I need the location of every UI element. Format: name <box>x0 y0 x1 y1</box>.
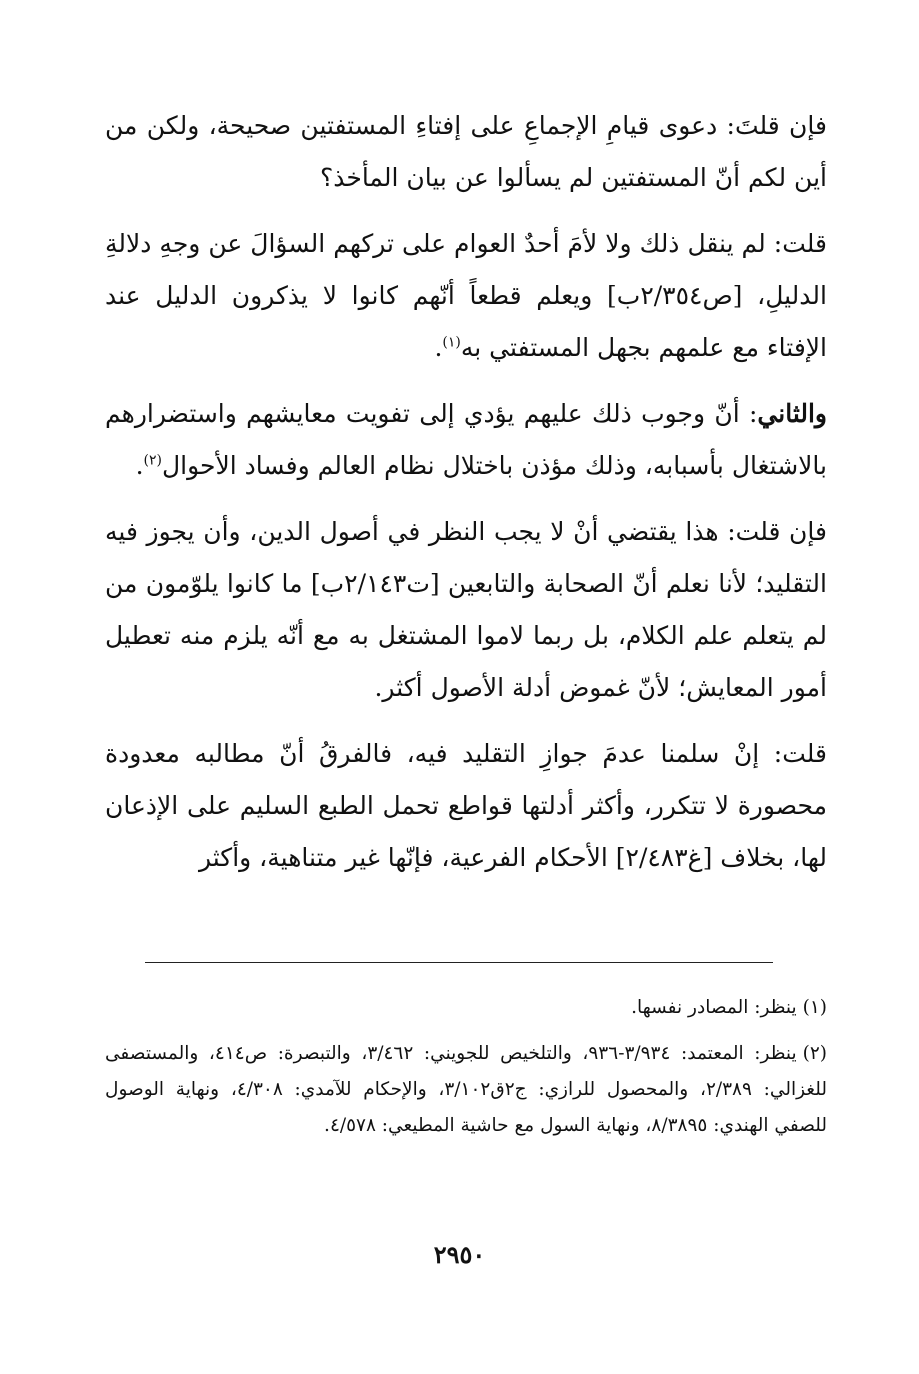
footnote-ref-1[interactable]: (١) <box>442 334 461 351</box>
footnote-separator <box>145 962 773 963</box>
paragraph-5 <box>105 728 827 884</box>
footnote-2-text: ينظر: المعتمد: ٣/٩٣٤-٩٣٦، والتلخيص للجويني: ٣/٤٦٢، والتبصرة: ص٤١٤، والمستصفى للغزالي: ٢/٣٨٩، والمحصول للرازي: ج٢ق٣/١٠٢، والإحكام للآمدي: ٤/٣٠٨، ونهاية الوصول للصفي الهندي: ٨/٣٨٩٥، ونهاية السول مع حاشية المطيعي: ٤/٥٧٨. <box>105 1043 827 1136</box>
paragraph-3 <box>105 388 827 492</box>
paragraph-1 <box>105 100 827 204</box>
footnote-ref-2[interactable]: (٢) <box>143 452 162 469</box>
paragraph-3-lead: والثاني <box>757 399 827 428</box>
paragraph-2-text: قلت: لم ينقل ذلك ولا لأمَ أحدٌ العوام على تركهم السؤالَ عن وجهِ دلالةِ الدليلِ، [ص٢/٣٥٤ب] ويعلم قطعاً أنّهم كانوا لا يذكرون الدليل عند الإفتاء مع علمهم بجهل المستفتي به <box>105 229 827 362</box>
page-number: ٢٩٥٠ <box>433 1240 486 1269</box>
main-text <box>105 100 827 894</box>
paragraph-3-text: : أنّ وجوب ذلك عليهم يؤدي إلى تفويت معايشهم واستضرارهم بالاشتغال بأسبابه، وذلك مؤذن باختلال نظام العالم وفساد الأحوال <box>105 399 827 480</box>
footnote-2-number: (٢) <box>802 1043 827 1064</box>
footnote-1-number: (١) <box>802 997 827 1018</box>
paragraph-4 <box>105 506 827 714</box>
paragraph-3-tail: . <box>135 451 144 480</box>
footnote-1-text: ينظر: المصادر نفسها. <box>631 997 797 1018</box>
paragraph-5-text: قلت: إنْ سلمنا عدمَ جوازِ التقليد فيه، فالفرقُ أنّ مطالبه معدودة محصورة لا تتكرر، وأكثر أدلتها قواطع تحمل الطبع السليم على الإذعان لها، بخلاف [غ٢/٤٨٣] الأحكام الفرعية، فإنّها غير متناهية، وأكثر <box>105 739 827 872</box>
paragraph-4-text: فإن قلت: هذا يقتضي أنْ لا يجب النظر في أصول الدين، وأن يجوز فيه التقليد؛ لأنا نعلم أنّ الصحابة والتابعين [ت٢/١٤٣ب] ما كانوا يلوّمون من لم يتعلم علم الكلام، بل ربما لاموا المشتغل به مع أنّه يلزم منه تعطيل أمور المعايش؛ لأنّ غموض أدلة الأصول أكثر. <box>105 517 827 702</box>
paragraph-1-text: فإن قلتَ: دعوى قيامِ الإجماعِ على إفتاءِ المستفتين صحيحة، ولكن من أين لكم أنّ المستفتين لم يسألوا عن بيان المأخذ؟ <box>105 111 827 192</box>
footnote-2 <box>105 1036 827 1144</box>
footnote-1 <box>105 990 827 1026</box>
footnotes <box>105 990 827 1154</box>
paragraph-2 <box>105 218 827 374</box>
paragraph-2-tail: . <box>434 333 443 362</box>
